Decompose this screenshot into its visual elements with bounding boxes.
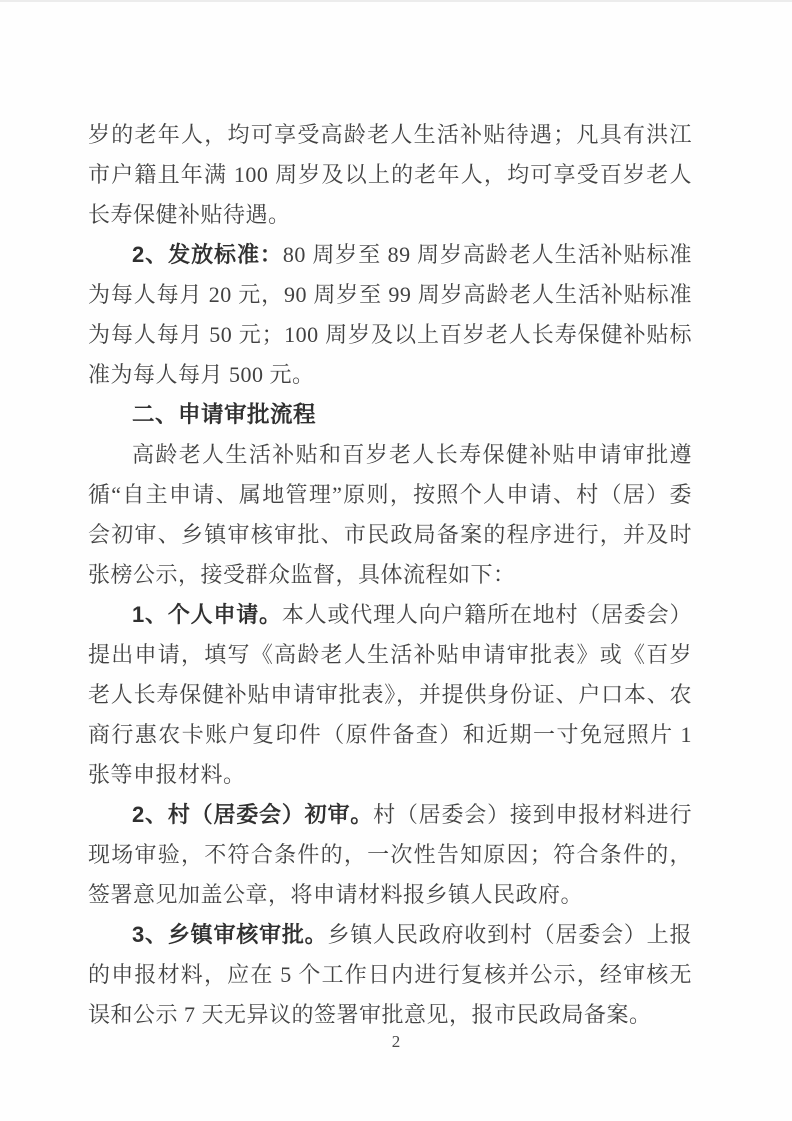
paragraph-lead: 二、申请审批流程 [132, 402, 317, 427]
paragraph-text: 岁的老年人，均可享受高龄老人生活补贴待遇；凡具有洪江市户籍且年满 100 周岁及以上的老年人，均可享受百岁老人长寿保健补贴待遇。 [88, 122, 692, 227]
paragraph [88, 115, 692, 235]
document-body [88, 2, 692, 1035]
paragraph-text: 80 周岁至 89 周岁高龄老人生活补贴标准为每人每月 20 元，90 周岁至 99 周岁高龄老人生活补贴标准为每人每月 50 元；100 周岁及以上百岁老人长寿保健补贴标准为每人每月 500 元。 [88, 242, 692, 387]
paragraph-lead: 2、发放标准： [132, 242, 283, 267]
paragraph-lead: 3、乡镇审核审批。 [132, 922, 328, 947]
paragraph [88, 795, 692, 915]
paragraph [88, 235, 692, 395]
paragraph-text: 乡镇人民政府收到村（居委会）上报的申报材料，应在 5 个工作日内进行复核并公示，经审核无误和公示 7 天无异议的签署审批意见，报市民政局备案。 [88, 922, 692, 1027]
page-number: 2 [391, 1032, 401, 1051]
paragraph-text: 村（居委会）接到申报材料进行现场审验，不符合条件的，一次性告知原因；符合条件的，签署意见加盖公章，将申请材料报乡镇人民政府。 [88, 802, 692, 907]
section-heading [88, 395, 692, 435]
paragraph [88, 595, 692, 795]
paragraph-lead: 1、个人申请。 [132, 602, 282, 627]
paragraph [88, 915, 692, 1035]
paragraph-text: 本人或代理人向户籍所在地村（居委会）提出申请，填写《高龄老人生活补贴申请审批表》或《百岁老人长寿保健补贴申请审批表》，并提供身份证、户口本、农商行惠农卡账户复印件（原件备查）和近期一寸免冠照片 1 张等申报材料。 [88, 602, 692, 787]
paragraph [88, 435, 692, 595]
paragraph-text: 高龄老人生活补贴和百岁老人长寿保健补贴申请审批遵循“自主申请、属地管理”原则，按照个人申请、村（居）委会初审、乡镇审核审批、市民政局备案的程序进行，并及时张榜公示，接受群众监督，具体流程如下： [88, 442, 692, 587]
paragraph-lead: 2、村（居委会）初审。 [132, 802, 374, 827]
